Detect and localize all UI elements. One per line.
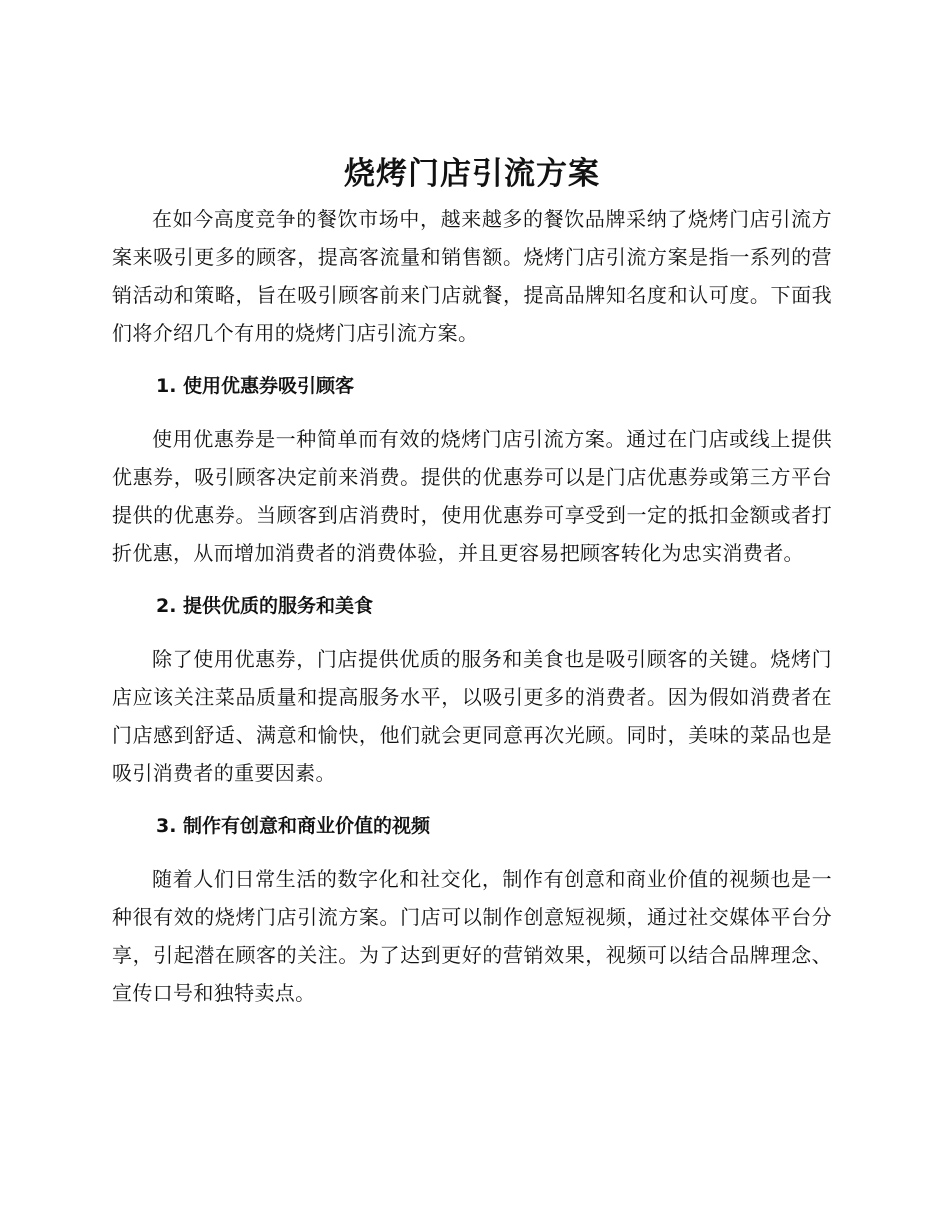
section-paragraph: 随着人们日常生活的数字化和社交化，制作有创意和商业价值的视频也是一种很有效的烧烤门店引流方案。门店可以制作创意短视频，通过社交媒体平台分享，引起潜在顾客的关注。为了达到更好的营销效果，视频可以结合品牌理念、宣传口号和独特卖点。 [112,867,832,1005]
section-heading: 2. 提供优质的服务和美食 [156,595,374,617]
section-coupons [112,372,832,572]
section-heading: 1. 使用优惠券吸引顾客 [156,375,355,397]
section-service-food [112,592,832,792]
section-heading: 3. 制作有创意和商业价值的视频 [156,815,431,837]
section-paragraph: 除了使用优惠券，门店提供优质的服务和美食也是吸引顾客的关键。烧烤门店应该关注菜品质量和提高服务水平，以吸引更多的消费者。因为假如消费者在门店感到舒适、满意和愉快，他们就会更同意再次光顾。同时，美味的菜品也是吸引消费者的重要因素。 [112,647,832,785]
intro-paragraph: 在如今高度竞争的餐饮市场中，越来越多的餐饮品牌采纳了烧烤门店引流方案来吸引更多的顾客，提高客流量和销售额。烧烤门店引流方案是指一系列的营销活动和策略，旨在吸引顾客前来门店就餐，提高品牌知名度和认可度。下面我们将介绍几个有用的烧烤门店引流方案。 [112,207,832,345]
document-title: 烧烤门店引流方案 [344,156,600,192]
document-page [112,148,832,1012]
section-paragraph: 使用优惠券是一种简单而有效的烧烤门店引流方案。通过在门店或线上提供优惠券，吸引顾客决定前来消费。提供的优惠券可以是门店优惠券或第三方平台提供的优惠券。当顾客到店消费时，使用优惠券可享受到一定的抵扣金额或者打折优惠，从而增加消费者的消费体验，并且更容易把顾客转化为忠实消费者。 [112,427,832,565]
section-creative-video [112,812,832,1012]
